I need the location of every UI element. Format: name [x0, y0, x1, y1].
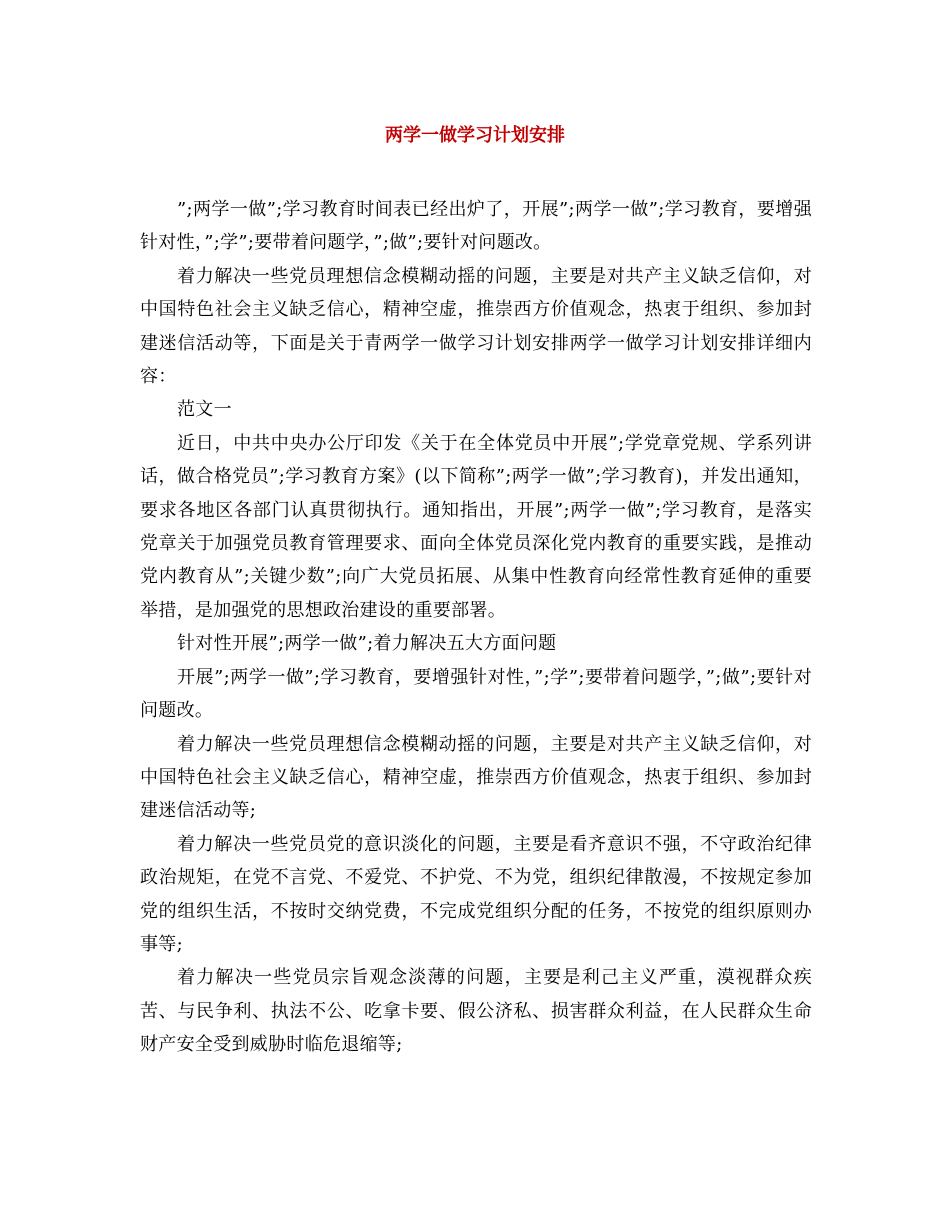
paragraph-issue-party-awareness: 着力解决一些党员党的意识淡化的问题，主要是看齐意识不强，不守政治纪律政治规矩，在党不言党、不爱党、不护党、不为党，组织纪律散漫，不按规定参加党的组织生活，不按时交纳党费，不完成党组织分配的任务，不按党的组织原则办事等; [140, 833, 812, 955]
paragraph-targeted: 开展”;两学一做”;学习教育，要增强针对性，”;学”;要带着问题学，”;做”;要针对问题改。 [140, 666, 812, 722]
document-title: 两学一做学习计划安排 [385, 125, 565, 146]
paragraph-problem-summary: 着力解决一些党员理想信念模糊动摇的问题，主要是对共产主义缺乏信仰，对中国特色社会主义缺乏信心，精神空虚，推崇西方价值观念，热衷于组织、参加封建迷信活动等，下面是关于青两学一做学习计划安排两学一做学习计划安排详细内容： [140, 265, 812, 388]
paragraph-issue-belief: 着力解决一些党员理想信念模糊动摇的问题，主要是对共产主义缺乏信仰，对中国特色社会主义缺乏信心，精神空虚，推崇西方价值观念，热衷于组织、参加封建迷信活动等; [140, 733, 812, 822]
paragraph-intro: ”;两学一做”;学习教育时间表已经出炉了，开展”;两学一做”;学习教育，要增强针对性，”;学”;要带着问题学，”;做”;要针对问题改。 [140, 199, 812, 254]
paragraph-notice: 近日，中共中央办公厅印发《关于在全体党员中开展”;学党章党规、学系列讲话，做合格党员”;学习教育方案》(以下简称”;两学一做”;学习教育)，并发出通知，要求各地区各部门认真贯彻执行。通知指出，开展”;两学一做”;学习教育，是落实党章关于加强党员教育管理要求、面向全体党员深化党内教育的重要实践，是推动党内教育从”;关键少数”;向广大党员拓展、从集中性教育向经常性教育延伸的重要举措，是加强党的思想政治建设的重要部署。 [140, 432, 812, 621]
paragraph-issue-purpose: 着力解决一些党员宗旨观念淡薄的问题，主要是利己主义严重，漠视群众疾苦、与民争利、执法不公、吃拿卡要、假公济私、损害群众利益，在人民群众生命财产安全受到威胁时临危退缩等; [140, 967, 812, 1056]
paragraph-section-heading: 针对性开展”;两学一做”;着力解决五大方面问题 [177, 633, 557, 655]
paragraph-sample-heading: 范文一 [177, 399, 232, 421]
document-body [140, 193, 812, 1062]
